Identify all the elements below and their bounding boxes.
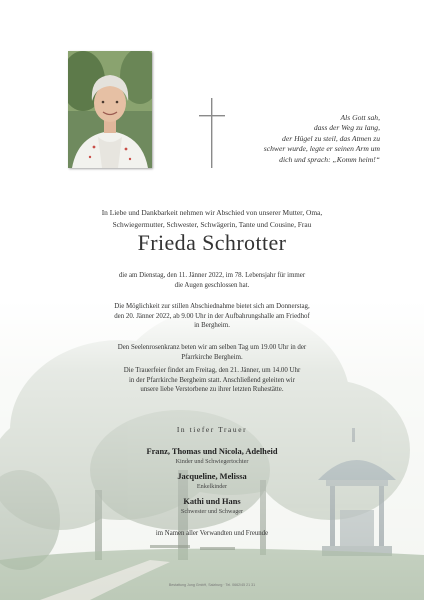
mourner-relation: Enkelkinder [196, 483, 228, 490]
farewell-line: Die Möglichkeit zur stillen Abschiednahme bietet sich am Donnerstag, [114, 303, 310, 310]
farewell-line: in Bergheim. [194, 322, 230, 330]
mourners-heading: In tiefer Trauer [176, 425, 248, 434]
death-line: die am Dienstag, den 11. Jänner 2022, im 78. Lebensjahr für immer [118, 272, 306, 279]
mourner-names: Jacqueline, Melissa [177, 472, 247, 481]
intro-text [64, 207, 360, 230]
death-date-text [112, 271, 312, 290]
mourner-names: Kathi und Hans [183, 497, 241, 506]
memorial-quote [238, 113, 380, 165]
intro-line: Schwiegermutter, Schwester, Schwägerin, Tante und Cousine, Frau [112, 219, 312, 229]
mourner-relation: Schwester und Schwager [180, 508, 244, 515]
rosary-line: Pfarrkirche Bergheim. [181, 353, 243, 361]
cross-icon [199, 98, 225, 168]
quote-line: dass der Weg zu lang, [313, 123, 380, 133]
farewell-text [112, 302, 312, 331]
mourner-relation: Kinder und Schwiegertochter [175, 458, 249, 465]
funeral-line: unsere liebe Verstorbene zu ihrer letzten Ruhestätte. [140, 386, 284, 394]
rosary-line: Den Seelenrosenkranz beten wir am selben Tag um 19.00 Uhr in der [117, 344, 307, 351]
funeral-line: in der Pfarrkirche Bergheim statt. Anschließend geleiten wir [129, 376, 295, 384]
farewell-line: den 20. Jänner 2022, ab 9.00 Uhr in der Aufbahrungshalle am Friedhof [114, 312, 310, 320]
funeral-text [112, 366, 312, 395]
quote-line: schwer wurde, legte er seinen Arm um [263, 144, 380, 154]
mourner-names: Franz, Thomas und Nicola, Adelheid [146, 447, 278, 456]
mourner-group [0, 496, 424, 516]
death-line: die Augen geschlossen hat. [174, 281, 250, 289]
footer-imprint: Bestattung Jung GmbH, Salzburg · Tel. 0662/45 21 31 [168, 583, 256, 587]
quote-line: dich und sprach: „Komm heim!“ [279, 154, 380, 164]
deceased-name: Frieda Schrotter [137, 230, 287, 255]
quote-line: der Hügel zu steil, das Atmen zu [282, 133, 380, 143]
closing-line: im Namen aller Verwandten und Freunde [155, 530, 269, 537]
portrait-photo [68, 51, 152, 168]
mourner-group [0, 446, 424, 466]
funeral-line: Die Trauerfeier findet am Freitag, den 21. Jänner, um 14.00 Uhr [123, 367, 301, 374]
quote-line: Als Gott sah, [340, 113, 380, 122]
rosary-text [112, 343, 312, 362]
mourner-group [0, 471, 424, 491]
intro-line: In Liebe und Dankbarkeit nehmen wir Abschied von unserer Mutter, Oma, [101, 208, 323, 217]
